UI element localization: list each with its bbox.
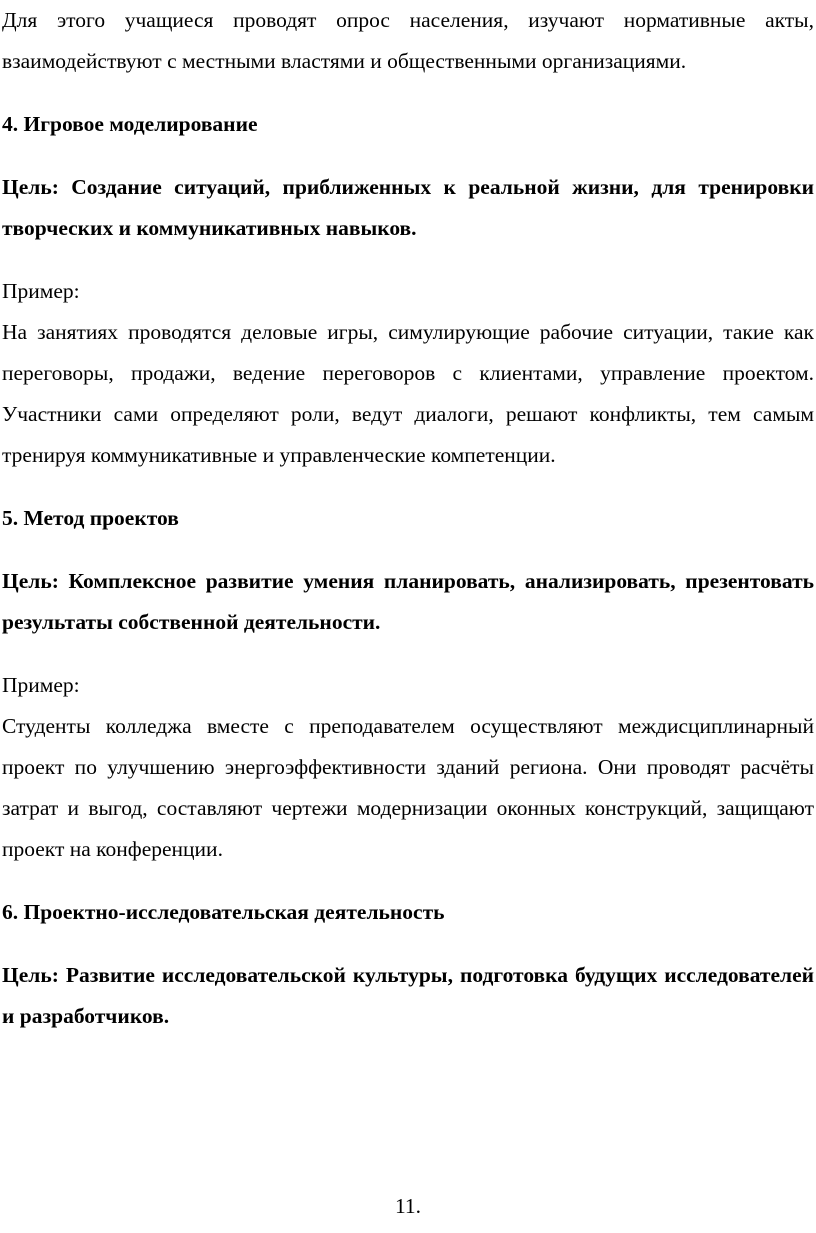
section-heading-research-activity: 6. Проектно-исследовательская деятельность: [2, 900, 445, 924]
example-text-project-method: Студенты колледжа вместе с преподавателем осуществляют междисциплинарный проект по улучшению энергоэффективности зданий региона. Они проводят расчёты затрат и выгод, составляют чертежи модернизации оконных конструкций, защищают проект на конференции.: [2, 714, 814, 861]
section-heading-project-method: 5. Метод проектов: [2, 506, 179, 530]
example-text-game-modeling: На занятиях проводятся деловые игры, симулирующие рабочие ситуации, такие как переговоры, продажи, ведение переговоров с клиентами, управление проектом. Участники сами определяют роли, ведут диалоги, решают конфликты, тем самым тренируя коммуникативные и управленческие компетенции.: [2, 320, 814, 467]
section-goal-research-activity: Цель: Развитие исследовательской культуры, подготовка будущих исследователей и разработчиков.: [2, 963, 814, 1028]
section-goal-project-method: Цель: Комплексное развитие умения планировать, анализировать, презентовать результаты собственной деятельности.: [2, 569, 814, 634]
example-label-game-modeling: Пример:: [2, 279, 80, 303]
page-content: [2, 0, 814, 1037]
page-number: 11.: [394, 1194, 422, 1218]
example-label-project-method: Пример:: [2, 673, 80, 697]
intro-paragraph: Для этого учащиеся проводят опрос населения, изучают нормативные акты, взаимодействуют с местными властями и общественными организациями.: [2, 8, 814, 73]
section-goal-game-modeling: Цель: Создание ситуаций, приближенных к реальной жизни, для тренировки творческих и коммуникативных навыков.: [2, 175, 814, 240]
section-heading-game-modeling: 4. Игровое моделирование: [2, 112, 258, 136]
